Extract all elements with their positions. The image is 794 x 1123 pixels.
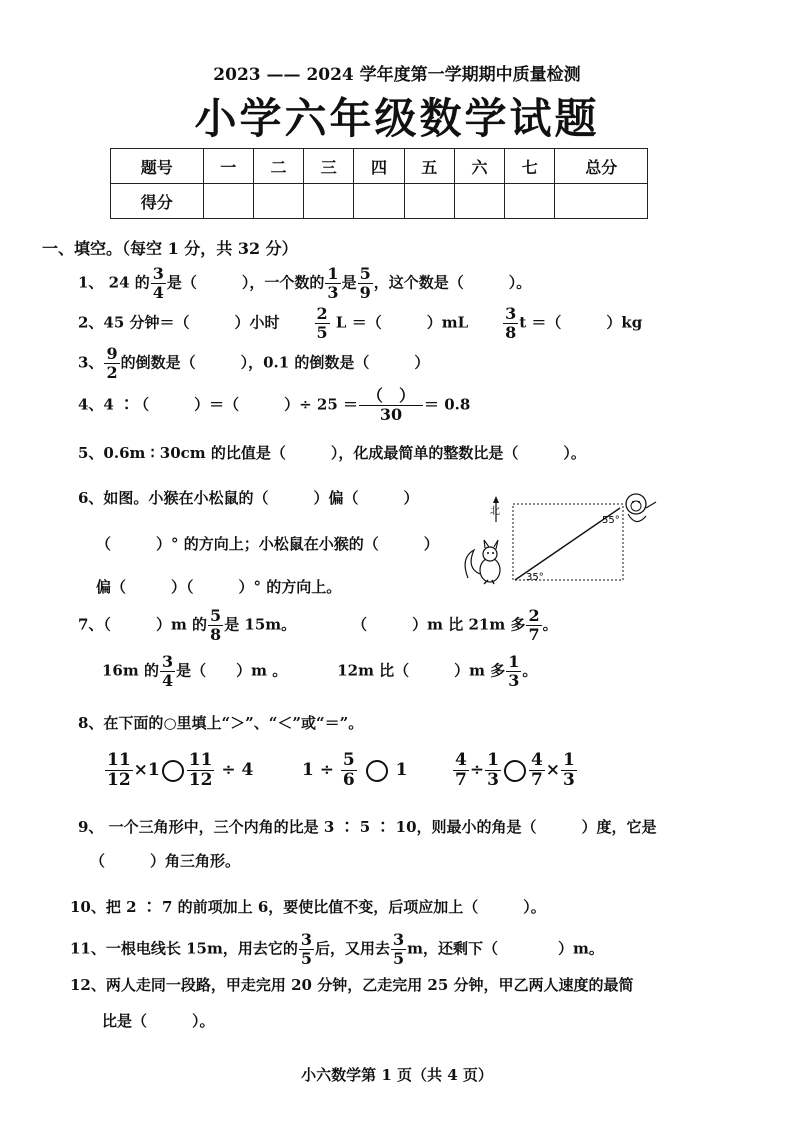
q2-text: 2、45 分钟＝（ ）小时 bbox=[78, 313, 280, 332]
fraction: $\frac{1}{3}$ bbox=[487, 750, 499, 790]
q11-text: 后，又用去 bbox=[314, 939, 390, 958]
question-8: 8、在下面的○里填上“＞”、“＜”或“＝”。 bbox=[78, 714, 364, 732]
fraction: $\frac{1}{3}$ bbox=[563, 750, 575, 790]
score-row-label: 得分 bbox=[111, 184, 204, 219]
question-6-line-2: （ ）° 的方向上；小松鼠在小猴的（ ） bbox=[96, 535, 439, 553]
question-11 bbox=[70, 932, 604, 967]
fraction: $\frac{3}{8}$ bbox=[505, 304, 517, 342]
q11-text: m，还剩下（ ）m。 bbox=[407, 939, 604, 958]
score-header-cell: 一 bbox=[203, 149, 253, 184]
answer-circle[interactable] bbox=[162, 760, 184, 782]
fraction: $\frac{1}{3}$ bbox=[327, 264, 339, 302]
score-cell[interactable] bbox=[354, 184, 404, 219]
q4-text: ＝ 0.8 bbox=[424, 395, 471, 414]
q7-text: 。 bbox=[522, 661, 538, 680]
page-footer: 小六数学第 1 页（共 4 页） bbox=[301, 1066, 493, 1084]
direction-diagram bbox=[460, 488, 660, 598]
question-10: 10、把 2 ∶ 7 的前项加上 6，要使比值不变，后项应加上（ ）。 bbox=[70, 898, 546, 916]
fraction: $\frac{4}{7}$ bbox=[455, 750, 467, 790]
score-cell[interactable] bbox=[555, 184, 648, 219]
score-cell[interactable] bbox=[505, 184, 555, 219]
q7-text: 。 bbox=[542, 615, 558, 634]
score-cell[interactable] bbox=[404, 184, 454, 219]
fraction: $\frac{9}{2}$ bbox=[106, 344, 118, 382]
score-cell[interactable] bbox=[304, 184, 354, 219]
score-cell[interactable] bbox=[454, 184, 504, 219]
question-4 bbox=[78, 388, 470, 423]
fraction: $\frac{3}{4}$ bbox=[152, 264, 164, 302]
score-header-cell: 七 bbox=[505, 149, 555, 184]
squirrel-icon bbox=[465, 540, 500, 584]
fraction: $\frac{3}{4}$ bbox=[161, 652, 174, 690]
north-arrow-head bbox=[493, 496, 499, 503]
fraction: $\frac{1}{3}$ bbox=[508, 652, 520, 690]
question-5: 5、0.6m ∶ 30cm 的比值是（ ），化成最简单的整数比是（ ）。 bbox=[78, 444, 586, 462]
fraction: $\frac{( )}{30}$ bbox=[359, 388, 423, 423]
score-header-cell: 六 bbox=[454, 149, 504, 184]
score-table bbox=[110, 148, 648, 219]
score-header-cell: 四 bbox=[354, 149, 404, 184]
fraction: $\frac{5}{9}$ bbox=[359, 264, 371, 302]
fraction: $\frac{4}{7}$ bbox=[530, 750, 543, 790]
q7-text: （ ）m 比 21m 多 bbox=[352, 615, 526, 634]
fraction: $\frac{2}{7}$ bbox=[528, 606, 540, 644]
fraction: $\frac{11}{12}$ bbox=[107, 750, 131, 790]
question-6-line-1: 6、如图。小猴在小松鼠的（ ）偏（ ） bbox=[78, 489, 419, 507]
q4-text: 4、4 ∶（ ）＝（ ）÷ 25 ＝ bbox=[78, 395, 358, 414]
q7-text: 16m 的 bbox=[102, 661, 159, 680]
score-header-cell: 二 bbox=[253, 149, 303, 184]
answer-circle[interactable] bbox=[504, 760, 526, 782]
q7-text: 是 15m。 bbox=[224, 615, 297, 634]
comparison-1: $\frac{11}{12}$ ×1 $\frac{11}{12}$ ÷ 4 bbox=[107, 750, 254, 790]
q1-text: ，这个数是（ ）。 bbox=[373, 273, 532, 292]
question-2 bbox=[78, 306, 642, 341]
q1-text: 是（ ），一个数的 bbox=[166, 273, 325, 292]
section-heading: 一、填空。（每空 1 分，共 32 分） bbox=[42, 239, 298, 258]
exam-subtitle: 2023 —— 2024 学年度第一学期期中质量检测 bbox=[213, 65, 581, 85]
question-1 bbox=[78, 266, 531, 301]
score-header-cell: 题号 bbox=[111, 149, 204, 184]
fraction: $\frac{3}{5}$ bbox=[393, 930, 405, 968]
fraction: $\frac{5}{6}$ bbox=[342, 750, 355, 790]
angle-35-label: 35° bbox=[526, 572, 544, 583]
question-6-line-3: 偏（ ）（ ）° 的方向上。 bbox=[96, 578, 342, 596]
q3-text: 的倒数是（ ），0.1 的倒数是（ ） bbox=[120, 353, 430, 372]
q2-text: t ＝（ ）kg bbox=[519, 313, 643, 332]
q7-text: 12m 比（ ）m 多 bbox=[337, 661, 506, 680]
monkey-icon bbox=[626, 494, 656, 522]
q7-text: 是（ ）m 。 bbox=[176, 661, 288, 680]
q7-text: 7、（ ）m 的 bbox=[78, 615, 208, 634]
q11-text: 11、一根电线长 15m，用去它的 bbox=[70, 939, 298, 958]
question-3 bbox=[78, 346, 429, 381]
score-table-header-row bbox=[111, 149, 648, 184]
angle-55-label: 55° bbox=[602, 515, 620, 526]
comparison-3: $\frac{4}{7}$ ÷ $\frac{1}{3}$ $\frac{4}{7}$ × $\frac{1}{3}$ bbox=[455, 750, 575, 790]
q2-text: L ＝（ ）mL bbox=[335, 313, 469, 332]
question-12-line-1: 12、两人走同一段路，甲走完用 20 分钟，乙走完用 25 分钟，甲乙两人速度的最简 bbox=[70, 976, 634, 994]
q1-text: 1、 24 的 bbox=[78, 273, 150, 292]
question-9-line-2: （ ）角三角形。 bbox=[90, 852, 241, 870]
score-table-score-row bbox=[111, 184, 648, 219]
comparison-2: 1 ÷ $\frac{5}{6}$ 1 bbox=[302, 750, 408, 790]
score-header-cell: 三 bbox=[304, 149, 354, 184]
q3-text: 3、 bbox=[78, 353, 104, 372]
exam-title: 小学六年级数学试题 bbox=[194, 94, 600, 143]
answer-circle[interactable] bbox=[366, 760, 388, 782]
fraction: $\frac{5}{8}$ bbox=[210, 606, 222, 644]
score-header-cell: 五 bbox=[404, 149, 454, 184]
score-cell[interactable] bbox=[203, 184, 253, 219]
question-9-line-1: 9、 一个三角形中，三个内角的比是 3 ∶ 5 ∶ 10，则最小的角是（ ）度，它是 bbox=[78, 818, 657, 836]
q1-text: 是 bbox=[341, 273, 357, 292]
score-header-cell: 总分 bbox=[555, 149, 648, 184]
question-12-line-2: 比是（ ）。 bbox=[102, 1012, 215, 1030]
question-7-line-2 bbox=[102, 654, 537, 689]
fraction: $\frac{11}{12}$ bbox=[188, 750, 213, 790]
question-7-line-1 bbox=[78, 608, 558, 643]
north-label: 北 bbox=[490, 506, 500, 517]
score-cell[interactable] bbox=[253, 184, 303, 219]
fraction: $\frac{3}{5}$ bbox=[300, 930, 312, 968]
fraction: $\frac{2}{5}$ bbox=[316, 304, 328, 342]
